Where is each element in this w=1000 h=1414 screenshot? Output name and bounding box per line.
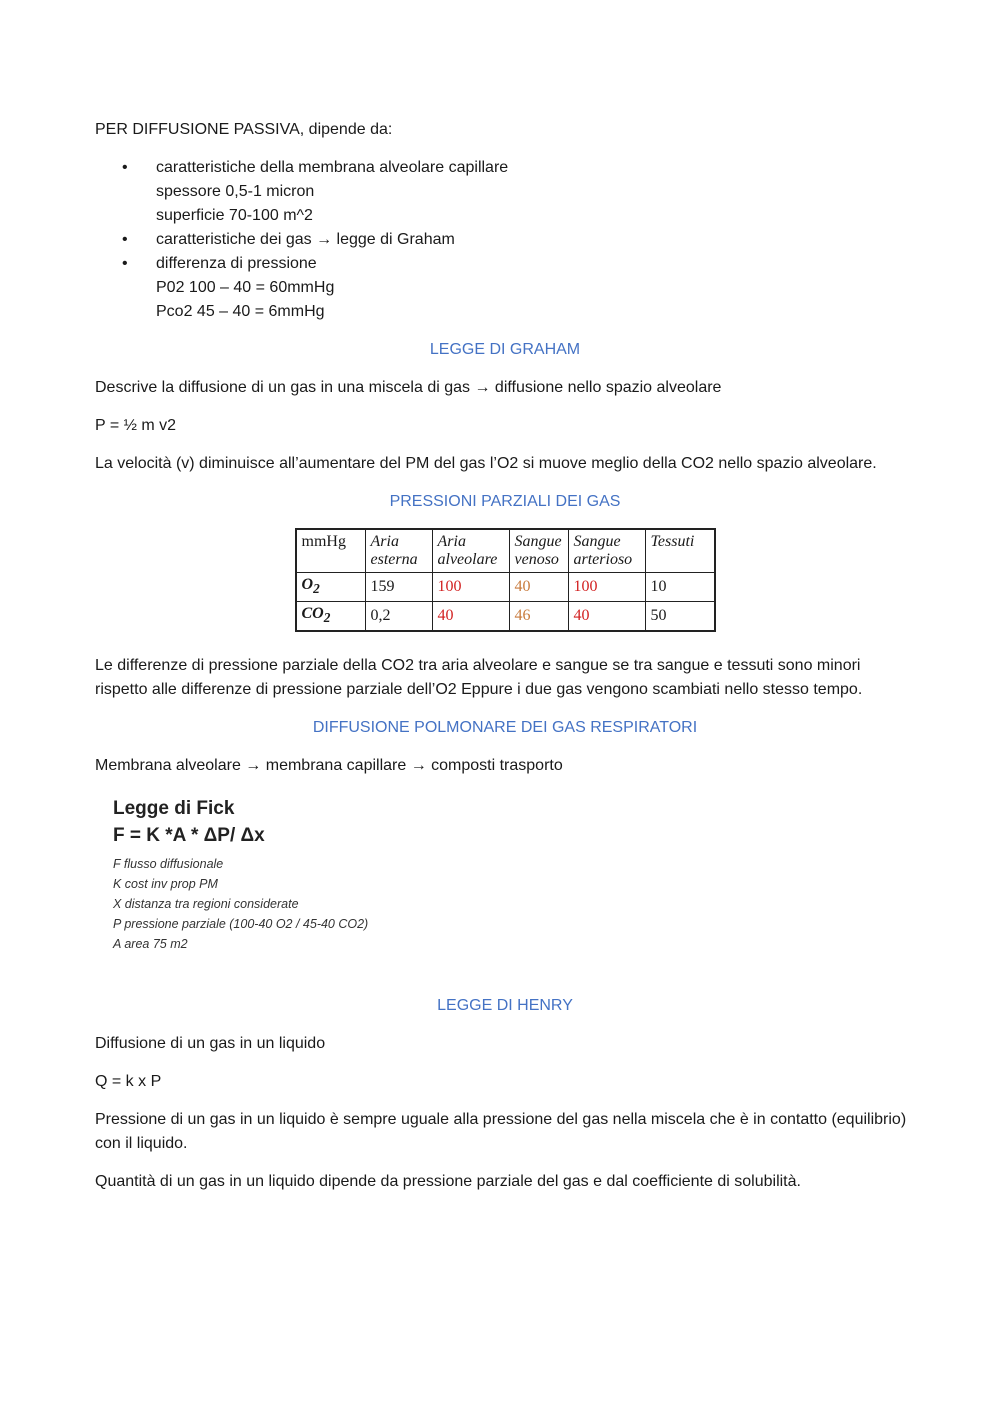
graham-description: Descrive la diffusione di un gas in una miscela di gas → diffusione nello spazio alveolare — [95, 379, 722, 396]
fick-legend-line: F flusso diffusionale — [113, 857, 224, 872]
fick-legend-line: P pressione parziale (100-40 O2 / 45-40 CO2) — [113, 917, 369, 932]
table-header-cell — [296, 529, 366, 573]
table-cell: 40 — [509, 573, 568, 602]
table-cell: 0,2 — [365, 602, 432, 632]
fick-formula: F = K *A * ΔP/ Δx — [113, 825, 265, 847]
list-item-line: superficie 70-100 m^2 — [156, 207, 313, 224]
list-item-line: Pco2 45 – 40 = 6mmHg — [156, 303, 325, 320]
row-label-o2: $O_2$ — [296, 573, 366, 602]
row-label-co2: $CO_2$ — [296, 602, 366, 632]
table-cell: 46 — [509, 602, 568, 632]
pressioni-explanation: Le differenze di pressione parziale della CO2 tra aria alveolare e sangue se tra sangue e tessuti sono minori rispetto alle differenze di pressione parziale dell’O2 Eppure i due gas vengono scambiati nello stesso tempo. — [95, 657, 863, 699]
bullet-icon: • — [122, 231, 128, 248]
section-heading-graham: LEGGE DI GRAHAM — [429, 341, 581, 358]
header-text: arterioso — [573, 551, 633, 568]
table-cell: 10 — [645, 573, 715, 602]
list-item — [95, 228, 915, 252]
table-cell: 159 — [365, 573, 432, 602]
table-row — [296, 602, 715, 632]
fick-law-figure — [113, 796, 915, 954]
list-item-line: caratteristiche della membrana alveolare capillare — [156, 159, 509, 176]
section-heading-henry: LEGGE DI HENRY — [437, 997, 573, 1015]
header-text: Aria — [437, 533, 466, 550]
fick-title: Legge di Fick — [113, 798, 235, 820]
table-cell: 50 — [645, 602, 715, 632]
graham-formula: P = ½ m v2 — [95, 417, 177, 434]
document-page — [95, 118, 915, 1208]
table-header-cell — [432, 529, 509, 573]
section-heading-pressioni: PRESSIONI PARZIALI DEI GAS — [389, 493, 621, 510]
fick-legend-line: K cost inv prop PM — [113, 877, 218, 892]
table-header-cell — [365, 529, 432, 573]
bullet-icon: • — [122, 255, 128, 272]
header-text: mmHg — [301, 533, 346, 550]
header-text: Aria — [370, 533, 399, 550]
list-item-line: differenza di pressione — [156, 255, 317, 272]
bullet-icon: • — [122, 159, 128, 176]
list-item — [95, 252, 915, 324]
henry-formula: Q = k x P — [95, 1073, 162, 1091]
henry-description: Diffusione di un gas in un liquido — [95, 1035, 326, 1053]
intro-text: PER DIFFUSIONE PASSIVA, dipende da: — [95, 121, 393, 138]
table-header-cell — [509, 529, 568, 573]
list-item-line: caratteristiche dei gas → legge di Graham — [156, 231, 455, 248]
header-text: esterna — [370, 551, 418, 568]
graham-explanation: La velocità (v) diminuisce all’aumentare del PM del gas l’O2 si muove meglio della CO2 nello spazio alveolare. — [95, 455, 877, 472]
header-text: alveolare — [437, 551, 498, 568]
diffusione-chain: Membrana alveolare → membrana capillare → composti trasporto — [95, 757, 563, 775]
table-row — [296, 573, 715, 602]
table-cell: 40 — [432, 602, 509, 632]
list-item — [95, 156, 915, 228]
partial-pressure-table — [295, 528, 716, 632]
table-header-cell — [568, 529, 645, 573]
table-cell: 40 — [568, 602, 645, 632]
header-text: Sangue — [573, 533, 621, 550]
list-item-line: spessore 0,5-1 micron — [156, 183, 315, 200]
fick-legend-line: X distanza tra regioni considerate — [113, 897, 299, 912]
henry-quantity: Quantità di un gas in un liquido dipende da pressione parziale del gas e dal coefficiente di solubilità. — [95, 1173, 801, 1191]
header-text: Tessuti — [650, 533, 695, 550]
section-heading-diffusione: DIFFUSIONE POLMONARE DEI GAS RESPIRATORI — [312, 719, 698, 737]
table-header-cell — [645, 529, 715, 573]
table-cell: 100 — [568, 573, 645, 602]
factor-list — [95, 156, 915, 324]
list-item-line: P02 100 – 40 = 60mmHg — [156, 279, 335, 296]
header-text: venoso — [514, 551, 559, 568]
header-text: Sangue — [514, 533, 562, 550]
table-header-row — [296, 529, 715, 573]
table-cell: 100 — [432, 573, 509, 602]
henry-explanation: Pressione di un gas in un liquido è sempre uguale alla pressione del gas nella miscela che è in contatto (equilibrio) con il liquido. — [95, 1111, 907, 1153]
fick-legend-line: A area 75 m2 — [113, 937, 188, 952]
partial-pressure-table-figure — [95, 528, 915, 632]
